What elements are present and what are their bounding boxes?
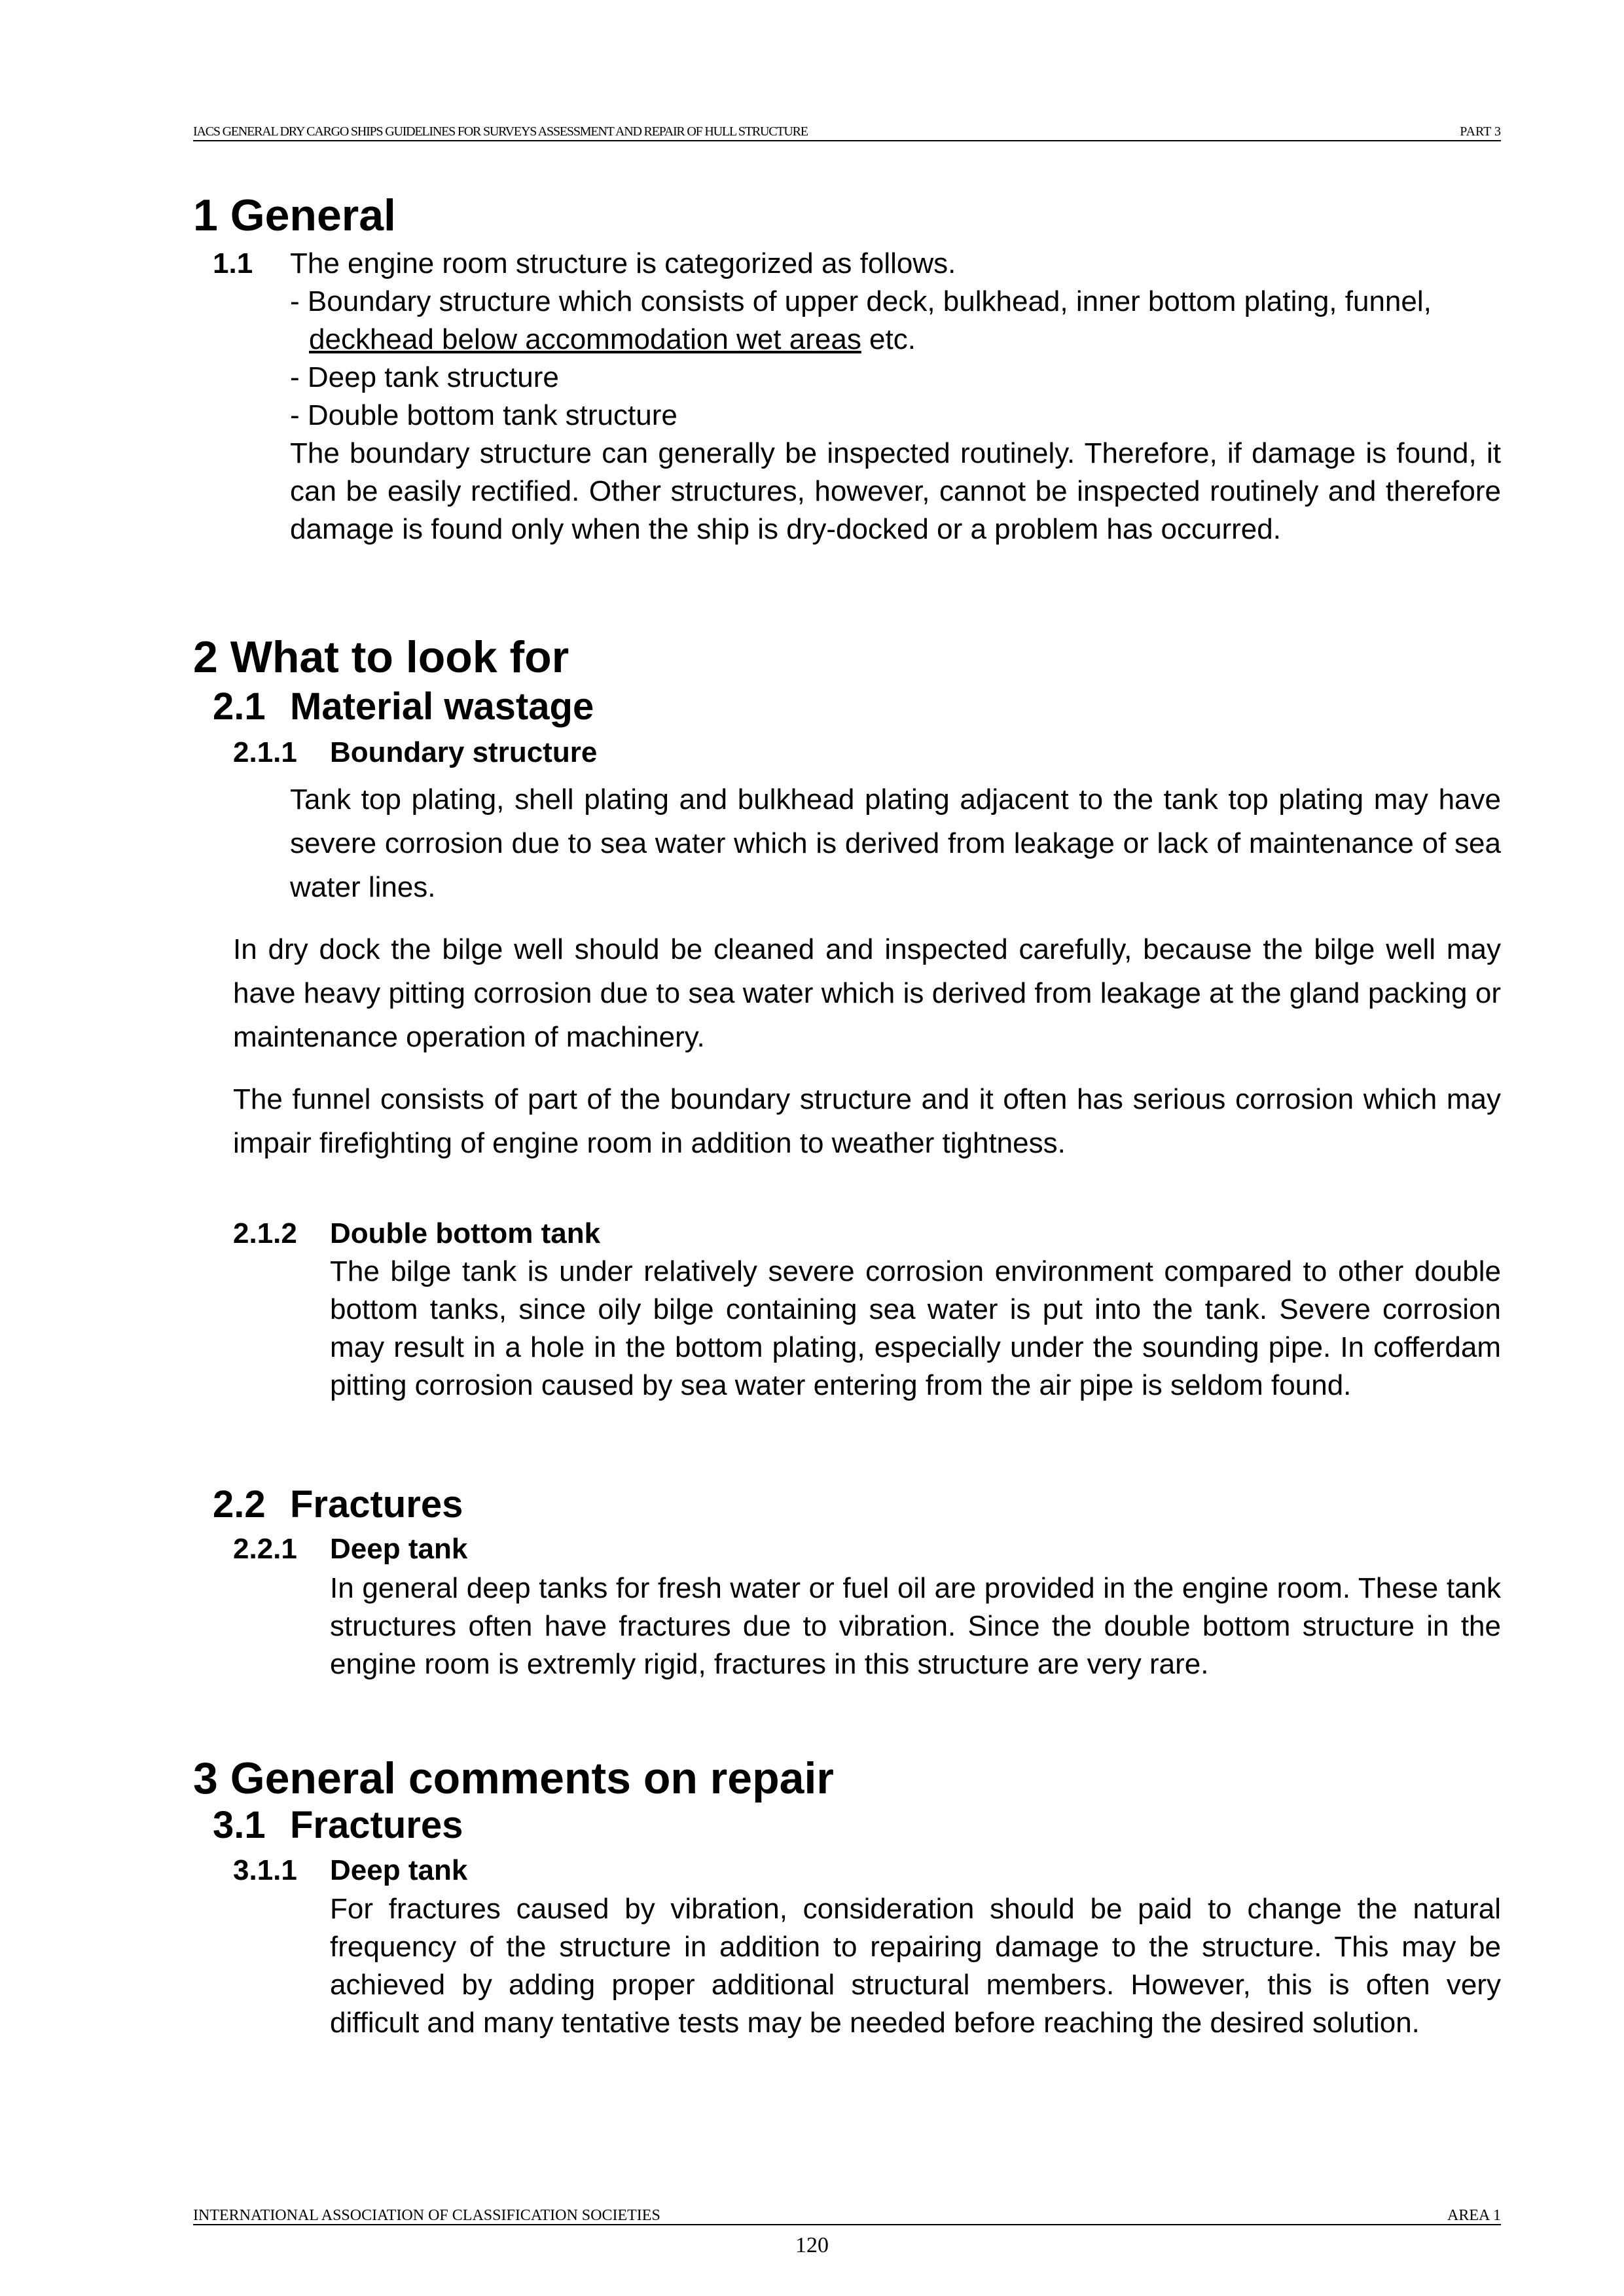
section-2-2-1-title: Deep tank (330, 1533, 468, 1565)
section-2-1-1-heading (233, 736, 597, 769)
header-title: IACS GENERAL DRY CARGO SHIPS GUIDELINES FOR SURVEYS ASSESSMENT AND REPAIR OF HULL STRUCTURE (193, 124, 808, 139)
running-footer (193, 2207, 1501, 2225)
section-1-1-paragraph: The boundary structure can generally be inspected routinely. Therefore, if damage is found, it can be easily rectified. Other structures, however, cannot be inspected routinely and therefore damage is found only when the ship is dry-docked or a problem has occurred. (290, 437, 1501, 545)
section-3-1-number: 3.1 (213, 1804, 266, 1846)
section-2-heading: 2 What to look for (193, 632, 569, 682)
section-2-2-1-heading (233, 1533, 467, 1566)
section-2-1-2-paragraph: The bilge tank is under relatively severe corrosion environment compared to other double bottom tanks, since oily bilge containing sea water is put into the tank. Severe corrosion may result in a hole in the bottom plating, especially under the sounding pipe. In cofferdam pitting corrosion caused by sea water entering from the air pipe is seldom found. (330, 1255, 1501, 1401)
section-3-1-1-paragraph: For fractures caused by vibration, consideration should be paid to change the natural frequency of the structure in addition to repairing damage to the structure. This may be achieved by adding proper additional structural members. However, this is often very difficult and many tentative tests may be needed before reaching the desired solution. (330, 1893, 1501, 2039)
section-2-2-heading (213, 1482, 463, 1526)
section-2-1-number: 2.1 (213, 685, 266, 728)
section-3-1-1-number: 3.1.1 (233, 1854, 297, 1886)
underlined-wet-areas-text: deckhead below accommodation wet areas (309, 323, 861, 355)
section-2-1-1-number: 2.1.1 (233, 736, 297, 768)
section-1-1-intro (213, 247, 956, 280)
section-3-1-1-heading (233, 1854, 467, 1887)
section-2-1-1-paragraph-2: In dry dock the bilge well should be cleaned and inspected carefully, because the bilge well may have heavy pitting corrosion due to sea water which is derived from leakage at the gland packing or maintenance operation of machinery. (233, 933, 1501, 1053)
section-3-1-1-title: Deep tank (330, 1854, 468, 1886)
bullet-boundary-structure (290, 283, 1501, 321)
header-part: PART 3 (1460, 124, 1501, 139)
section-3-1-heading (213, 1803, 463, 1847)
footer-area: AREA 1 (1447, 2207, 1501, 2224)
footer-organization: INTERNATIONAL ASSOCIATION OF CLASSIFICATION SOCIETIES (193, 2207, 660, 2224)
section-2-2-1-paragraph: In general deep tanks for fresh water or fuel oil are provided in the engine room. These tank structures often have fractures due to vibration. Since the double bottom structure in the engine room is extremly rigid, fractures in this structure are very rare. (330, 1572, 1501, 1680)
section-2-1-2-number: 2.1.2 (233, 1217, 297, 1249)
running-header (193, 124, 1501, 141)
bullet-boundary-continued (309, 321, 1500, 359)
section-2-1-heading (213, 685, 594, 728)
section-2-1-1-paragraph-1: Tank top plating, shell plating and bulkhead plating adjacent to the tank top plating may have severe corrosion due to sea water which is derived from leakage or lack of maintenance of sea water lines. (290, 783, 1501, 903)
section-2-2-1-number: 2.2.1 (233, 1533, 297, 1565)
section-2-2-number: 2.2 (213, 1483, 266, 1526)
section-2-1-1-paragraph-3: The funnel consists of part of the boundary structure and it often has serious corrosion which may impair firefighting of engine room in addition to weather tightness. (233, 1083, 1501, 1159)
section-1-heading: 1 General (193, 190, 396, 240)
section-2-2-title: Fractures (290, 1483, 463, 1526)
bullet-boundary-etc: etc. (861, 323, 916, 355)
bullet-boundary-text: - Boundary structure which consists of upper deck, bulkhead, inner bottom plating, funnel, (290, 285, 1432, 317)
section-2-1-2-heading (233, 1217, 600, 1250)
section-2-1-title: Material wastage (290, 685, 594, 728)
section-1-1-number: 1.1 (213, 247, 253, 279)
section-2-1-2-title: Double bottom tank (330, 1217, 601, 1249)
bullet-deep-tank: - Deep tank structure (290, 361, 559, 393)
section-2-1-1-title: Boundary structure (330, 736, 598, 768)
section-3-heading: 3 General comments on repair (193, 1753, 834, 1803)
section-1-1-intro-text: The engine room structure is categorized as follows. (290, 247, 956, 279)
bullet-double-bottom: - Double bottom tank structure (290, 399, 677, 431)
section-3-1-title: Fractures (290, 1804, 463, 1846)
page-number: 120 (795, 2233, 829, 2257)
